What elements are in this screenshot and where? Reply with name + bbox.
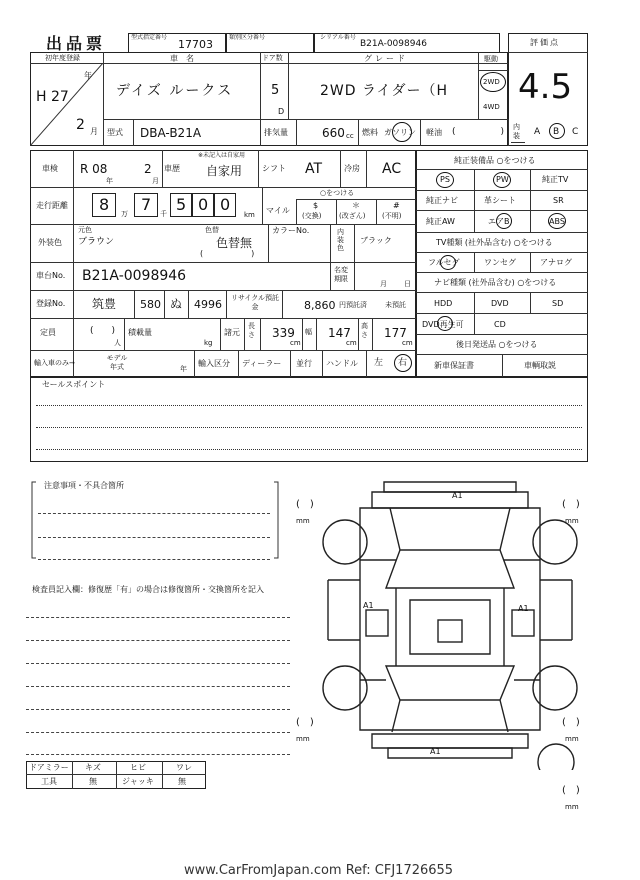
mileage-unit: km <box>244 211 255 219</box>
equip-pw-circle <box>493 172 511 188</box>
interior-b: B <box>553 127 560 137</box>
interior-a: A <box>534 127 541 137</box>
mileage-sen: 千 <box>160 210 167 218</box>
year-unit: 年 <box>84 71 92 80</box>
width-unit: cm <box>346 339 357 347</box>
first-reg-era: H 27 <box>36 89 69 105</box>
navi-hdd: HDD <box>434 299 453 308</box>
diagram-mark-right: A1 <box>518 604 529 613</box>
tv-fullseg: フルセグ <box>428 258 460 267</box>
width-value: 147 <box>328 326 351 340</box>
defects-bracket <box>30 480 280 560</box>
interior-color-value: ブラック <box>360 236 392 245</box>
navi-dvd-play-circle <box>437 316 453 331</box>
tire-fr-mm: mm <box>565 517 579 525</box>
capacity-bracket: ( ) <box>90 326 116 336</box>
left-label: 左 <box>374 358 384 368</box>
interior-c: C <box>572 127 579 137</box>
reg-region: 筑豊 <box>92 297 117 311</box>
recycle-suffix: 円預託済 <box>339 301 367 309</box>
sales-point-label: セールスポイント <box>42 380 106 389</box>
equip-tv: 純正TV <box>542 175 569 184</box>
car-name-label: 車名 <box>170 54 202 63</box>
mileage-label: 走行距離 <box>36 201 68 210</box>
equip-abs-circle <box>548 213 566 229</box>
shift-label: シフト <box>262 164 286 173</box>
drive-opt-2wd: 2WD <box>483 78 500 86</box>
tbl-r3: 無 <box>178 777 186 786</box>
length-unit: cm <box>290 339 301 347</box>
tire-fr-bracket: ( ) <box>562 499 580 510</box>
tbl-r2: ジャッキ <box>122 777 154 786</box>
later-manual: 車輌取説 <box>524 361 556 370</box>
tv-fullseg-circle <box>440 255 456 270</box>
title-change-label: 名変期限 <box>334 266 348 283</box>
parallel-label: 並行 <box>296 359 312 368</box>
tbl-h2: ヒビ <box>130 763 146 772</box>
reg-label: 登録No. <box>36 299 66 308</box>
tire-fl-bracket: ( ) <box>296 499 314 510</box>
tv-analog: アナログ <box>540 258 572 267</box>
history-value: 自家用 <box>206 164 243 178</box>
month-unit: 月 <box>90 127 98 136</box>
mileage-exchange-sym: $ <box>313 201 319 210</box>
interior-color-label: 内装色 <box>337 228 344 252</box>
history-note: ※未記入は自家用 <box>198 152 246 159</box>
serial-value: B21A-0098946 <box>360 39 427 49</box>
tbl-r0: 工具 <box>41 777 57 786</box>
exterior-label: 外装色 <box>38 238 62 247</box>
inspection-label: 車検 <box>42 164 58 173</box>
model-year-unit: 年 <box>180 365 187 373</box>
length-value: 339 <box>272 326 295 340</box>
recycle-not: 未預託 <box>385 301 406 309</box>
load-label: 積載量 <box>128 328 152 337</box>
fuel-value: ガソリン <box>384 128 416 137</box>
tbl-h3: ワレ <box>176 763 192 772</box>
dealer-label: ディーラー <box>242 359 282 368</box>
tv-title: TV種類 (社外品含む) ○をつける <box>436 238 553 247</box>
title-change-month-unit: 月 <box>380 280 387 288</box>
model-year-label: モデル年式 <box>106 354 128 371</box>
form-title: 出品票 <box>46 34 107 53</box>
color-no-label: カラーNo. <box>272 226 310 235</box>
mileage-mile: マイル <box>266 206 290 215</box>
doors-value: 5 <box>271 83 280 98</box>
mileage-tamper: (改ざん) <box>339 212 366 220</box>
inspection-month: 2 <box>144 162 152 176</box>
mileage-digit-5: 0 <box>220 195 231 214</box>
fuel-label: 燃料 <box>362 128 378 137</box>
defects-label: 注意事項・不具合箇所 <box>44 481 124 490</box>
tire-fl-mm: mm <box>296 517 310 525</box>
fuel-circle <box>392 122 412 142</box>
paint-value: 色替無 <box>216 236 253 250</box>
inspection-value: R 08 <box>80 162 108 176</box>
model-value: DBA-B21A <box>140 126 202 140</box>
first-reg-label: 初年度登録 <box>45 54 80 62</box>
ac-value: AC <box>382 161 402 177</box>
equip-airbag: エアB <box>488 217 510 226</box>
history-label: 車歴 <box>164 164 180 173</box>
displacement-value: 660 <box>322 126 345 140</box>
paint-bracket: ( ) <box>200 249 255 258</box>
length-label: 長さ <box>248 322 255 339</box>
orig-color-value: ブラウン <box>78 237 115 247</box>
displacement-unit: cc <box>346 132 354 140</box>
title-change-day-unit: 日 <box>404 280 411 288</box>
mileage-digit-3: 5 <box>176 195 187 214</box>
capacity-label: 定員 <box>40 328 56 337</box>
type-cert-label: 型式指定番号 <box>131 34 168 41</box>
equip-abs: ABS <box>549 217 565 226</box>
reg-class: 580 <box>140 298 161 311</box>
equip-pw: PW <box>496 175 509 184</box>
equip-sr: SR <box>553 196 564 205</box>
mileage-digit-2: 7 <box>141 195 152 214</box>
equipment-title: 純正装備品 ○をつける <box>454 156 536 165</box>
dims-label: 諸元 <box>224 328 240 337</box>
diagram-mark-left: A1 <box>363 601 374 610</box>
drive-opt-4wd: 4WD <box>483 103 500 111</box>
mileage-digit-1: 8 <box>99 195 110 214</box>
grade-value: 2WD ライダー（H <box>320 83 449 99</box>
navi-sd: SD <box>552 299 564 308</box>
first-reg-month: 2 <box>76 117 85 133</box>
mileage-unknown-sym: # <box>393 201 400 210</box>
equip-navi: 純正ナビ <box>426 196 458 205</box>
tbl-h0: ドアミラー <box>29 763 69 772</box>
car-damage-diagram <box>300 470 600 770</box>
navi-dvd-play: DVD再生可 <box>422 320 464 329</box>
shift-value: AT <box>305 161 323 177</box>
recycle-value: 8,860 <box>304 299 336 312</box>
paint-label: 色替 <box>205 226 219 234</box>
fuel-light: 軽油 <box>426 128 442 137</box>
equip-airbag-circle <box>496 213 512 229</box>
score-value: 4.5 <box>518 67 573 107</box>
inspection-month-unit: 月 <box>152 177 159 185</box>
serial-label: シリアル番号 <box>320 34 356 41</box>
type-cert-value: 17703 <box>178 38 213 51</box>
height-label: 高さ <box>361 322 368 339</box>
tbl-h1: キズ <box>85 763 101 772</box>
height-value: 177 <box>384 326 407 340</box>
navi-title: ナビ種類 (社外品含む) ○をつける <box>434 278 557 287</box>
later-warranty: 新車保証書 <box>434 361 474 370</box>
reg-num: 4996 <box>194 298 222 311</box>
tire-rr-bracket: ( ) <box>562 717 580 728</box>
height-unit: cm <box>402 339 413 347</box>
mileage-digit-4: 0 <box>198 195 209 214</box>
navi-cd: CD <box>494 320 506 329</box>
tbl-r1: 無 <box>89 777 97 786</box>
mileage-mark-note: ○をつける <box>320 189 355 197</box>
equip-leather: 革シート <box>484 196 516 205</box>
right-circle <box>394 354 412 372</box>
navi-dvd: DVD <box>491 299 509 308</box>
category-label: 類別区分番号 <box>229 34 266 41</box>
recycle-label: リサイクル預託金 <box>230 294 280 311</box>
capacity-unit: 人 <box>114 339 121 347</box>
tire-rl-bracket: ( ) <box>296 717 314 728</box>
handle-label: ハンドル <box>326 359 358 368</box>
chassis-value: B21A-0098946 <box>82 268 187 284</box>
tire-rr-mm: mm <box>565 735 579 743</box>
inspection-year-unit: 年 <box>106 177 113 185</box>
chassis-label: 車台No. <box>36 271 66 280</box>
width-label: 幅 <box>305 328 312 336</box>
model-label: 型式 <box>107 128 123 137</box>
right-label: 右 <box>398 358 408 368</box>
orig-color-label: 元色 <box>78 226 92 234</box>
drive-2wd-circle <box>480 72 506 92</box>
import-label: 輸入車のみ→ <box>34 359 75 367</box>
reg-kana: ぬ <box>170 297 183 311</box>
footer-watermark: www.CarFromJapan.com Ref: CFJ1726655 <box>184 863 454 878</box>
mileage-exchange: (交換) <box>302 212 322 220</box>
ac-label: 冷房 <box>344 164 360 173</box>
car-name-value: デイズ ルークス <box>116 83 234 99</box>
load-unit: kg <box>204 339 213 347</box>
grade-label: グレード <box>364 54 408 63</box>
drive-label: 駆動 <box>484 55 498 63</box>
import-cat-label: 輸入区分 <box>198 359 230 368</box>
spare-bracket: ( ) <box>562 785 580 796</box>
displacement-label: 排気量 <box>264 128 288 137</box>
mileage-tamper-sym: ＊ <box>352 201 360 210</box>
equip-ps: PS <box>440 175 450 184</box>
mileage-man: 万 <box>121 210 128 218</box>
score-label: 評価点 <box>530 38 560 47</box>
equip-ps-circle <box>436 172 454 188</box>
doors-suffix: D <box>278 107 285 116</box>
interior-b-circle <box>549 123 565 139</box>
interior-label: 内装 <box>513 123 520 140</box>
doors-label: ドア数 <box>262 54 283 62</box>
equip-aw: 純正AW <box>426 217 455 226</box>
fuel-bracket: ( ) <box>452 127 505 137</box>
mileage-unknown: (不明) <box>382 212 402 220</box>
diagram-mark-rear: A1 <box>430 747 441 756</box>
tv-oneseg: ワンセグ <box>484 258 516 267</box>
tire-rl-mm: mm <box>296 735 310 743</box>
later-title: 後日発送品 ○をつける <box>456 340 538 349</box>
spare-mm: mm <box>565 803 579 811</box>
diagram-mark-front: A1 <box>452 491 463 500</box>
inspector-label: 検査員記入欄：修復歴「有」の場合は修復箇所・交換箇所を記入 <box>32 585 264 594</box>
